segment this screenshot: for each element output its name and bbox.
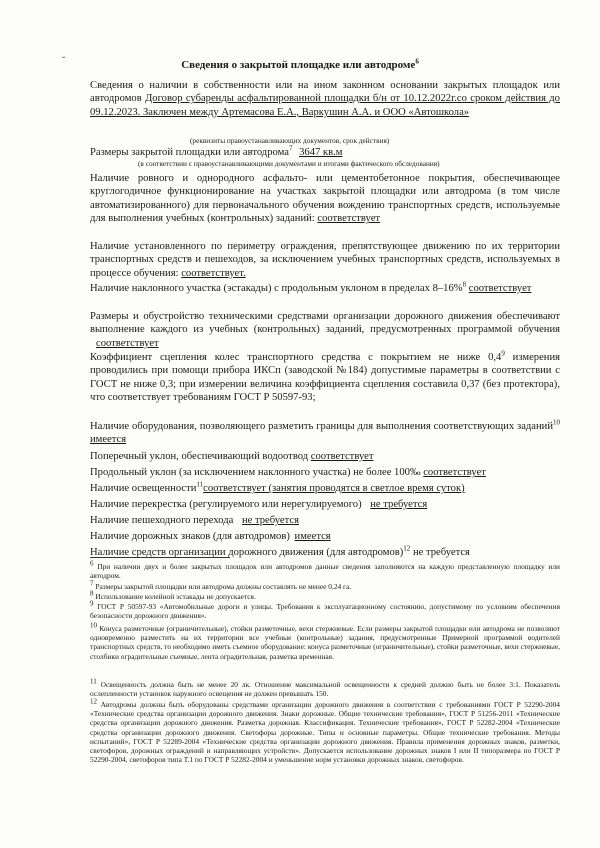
size-note: (в соответствии с правоустанавливающими документами и итогами фактического обследования) [138,159,440,168]
incline-item: Наличие наклонного участка (эстакады) с продольным уклоном в пределах 8–16%$^8$ соответствует [90,280,532,294]
footnote-7: $^7$ Размеры закрытой площадки или автодрома должны составлять не менее 0,24 га. [90,579,352,591]
ped-crossing-item: Наличие пешеходного перехода не требуется [90,515,299,526]
long-slope-item: Продольный уклон (за исключением наклонного участка) не более 100‰ соответствует [90,467,486,478]
footnote-10: $^{10}$ Конуса разметочные (ограничительные), стойки разметочные, вехи стержневые. Если размеры закрытой площадки или автодрома не позволяют одновременно разместить на их территории все учебные (контрольные) задания, предусмотренные Примерной программой водителей транспортных средств, то необходимо иметь съемное оборудование: конуса разметочные (ограничительные), стойки разметочные, вехи стержневые, столбики оградительные съемные, лента оградительная, разметка временная. [90,621,560,661]
footnote-9: $^9$ ГОСТ Р 50597-93 «Автомобильные дороги и улицы. Требования к эксплуатационному состоянию, допустимому по условиям обеспечения безопасности дорожного движения». [90,599,560,621]
footnote-separator [90,557,230,558]
footnote-11: $^{11}$ Освещенность должна быть не менее 20 лк. Отношение максимальной освещенности к средней должно быть не более 3:1. Показатель ослепленности установок наружного освещения не должен превышать 150. [90,677,560,699]
footnote-6: $^6$ При наличии двух и более закрытых площадок или автодромов данные сведения заполняются на каждую представленную площадку или автодром. [90,559,560,581]
requisites-note: (реквизиты правоустанавливающих документов, срок действия) [190,136,390,145]
crossroads-item: Наличие перекрестка (регулируемого или нерегулируемого) не требуется [90,499,428,510]
contract-details: Договор субаренды асфальтированной площадки б/н от 10.12.2022г.со сроком действия до 09.12.2023. Заключен между Артемасова Е.А., Варкушин А.А. и ООО «Автошкола» [90,93,560,118]
fence-item: Наличие установленного по периметру ограждения, препятствующее движению по их территории транспортных средств и пешеходов, за исключением учебных транспортных средств, используемых в процессе обучения: соответствует. [90,241,560,279]
size-row: Размеры закрытой площадки или автодрома$^7$ 3647 кв.м [90,146,560,159]
lighting-item: Наличие освещенности$^{11}$соответствует (занятия проводятся в светлое время суток) [90,480,465,494]
intro-paragraph: Сведения о наличии в собственности или на ином законном основании закрытых площадок или автодромов Договор субаренды асфальтированной площадки б/н от 10.12.2022г.со сроком действия до 09.12.2023. Заключен между Артемасова Е.А., Варкушин А.А. и ООО «Автошкола» [90,80,560,118]
markers-item: Наличие оборудования, позволяющего разметить границы для выполнения соответствующих заданий$^{10}$ имеется [90,418,560,446]
traffic-means-item: Наличие средств организации дорожного движения (для автодромов)$^{12}$ не требуется [90,544,470,558]
pen-mark: ˇ [62,56,66,67]
size-value: 3647 кв.м [299,147,343,158]
cross-slope-item: Поперечный уклон, обеспечивающий водоотвод соответствует [90,451,374,462]
page-title: Сведения о закрытой площадке или автодроме$^6$ [181,57,419,71]
adhesion-item: Коэффициент сцепления колес транспортного средства с покрытием не ниже $0,4^9$ измерения проводились при помощи прибора ИКСп (заводской №184) допустимые параметры в соответствии с ГОСТ не ниже 0,3; при измерении величина коэффициента сцепления составила 0,37 (без протектора), что соответствует требованиям ГОСТ Р 50597-93; [90,349,560,404]
footnote-8: $^8$ Использование колейной эстакады не допускается. [90,589,256,601]
signs-item: Наличие дорожных знаков (для автодромов) имеется [90,531,331,542]
footnote-12: $^{12}$ Автодромы должны быть оборудованы средствами организации дорожного движения в соответствии с требованиями ГОСТ Р 52290-2004 «Технические средства организации дорожного движения. Знаки дорожные. Общие технические требования», ГОСТ Р 51256-2011 «Технические средства организации дорожного движения. Разметка дорожная. Классификация. Технические требования», ГОСТ Р 52282-2004 «Технические средства организации дорожного движения. Светофоры дорожные. Типы и основные параметры. Общие технические требования. Методы испытаний», ГОСТ Р 52289-2004 «Технические средства организации дорожного движения. Правила применения дорожных знаков, разметки, светофоров, дорожных ограждений и направляющих устройств». Допускается использование дорожных знаков I или II типоразмера по ГОСТ Р 52290-2004, светофоров типа Т.1 по ГОСТ Р 52282-2004 и уменьшение норм установки дорожных знаков, светофоров. [90,697,560,765]
surface-item: Наличие ровного и однородного асфальто- или цементобетонное покрытия, обеспечивающее круглогодичное функционирование на участках закрытой площадки или автодрома (в том числе автоматизированного) для первоначального обучения вождению транспортных средств, используемые для выполнения учебных (контрольных) заданий: соответствует [90,173,560,225]
equipment-item: Размеры и обустройство техническими средствами организации дорожного движения обеспечивают выполнение каждого из учебных (контрольных) заданий, предусмотренных программой обучения соответствует [90,311,560,349]
